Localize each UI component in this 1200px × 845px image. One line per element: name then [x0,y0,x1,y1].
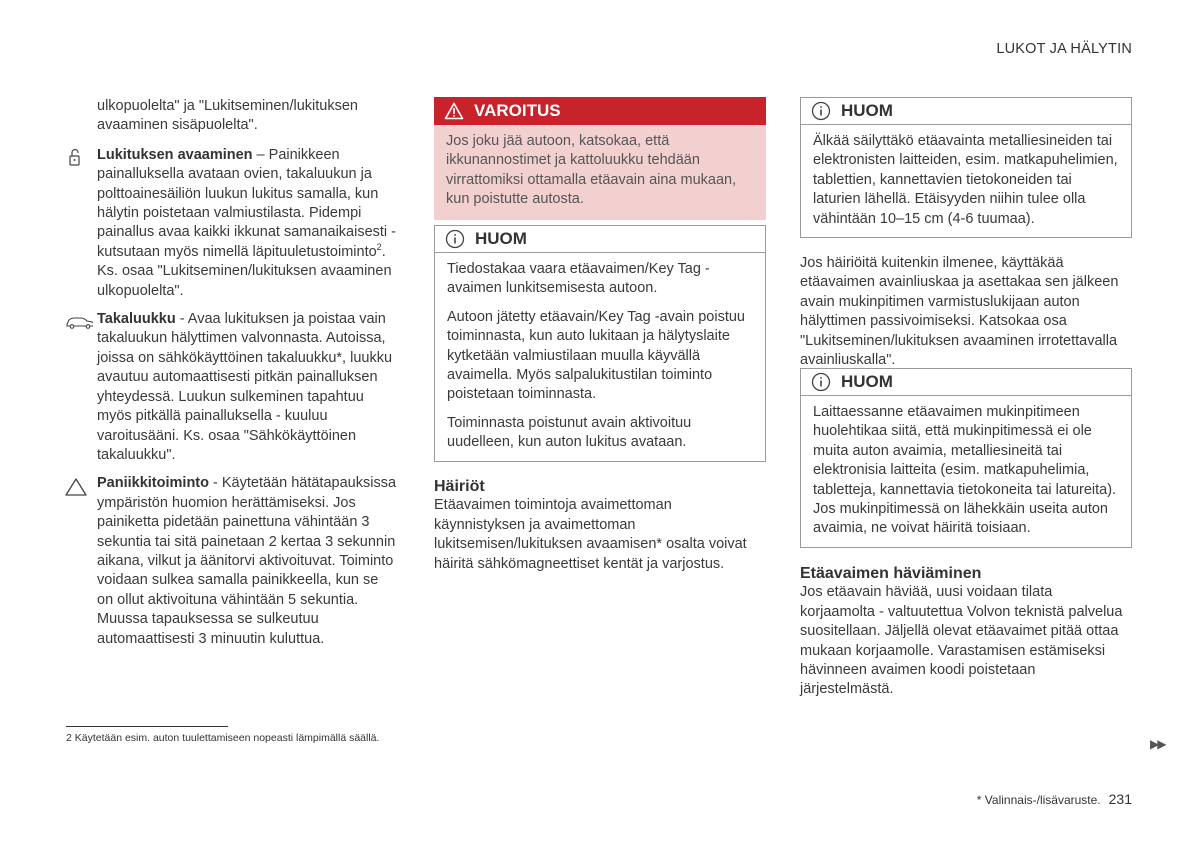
page-number: 231 [1108,791,1132,807]
footnote: 2 Käytetään esim. auton tuulettamiseen nopeasti lämpimällä säällä. [66,732,380,744]
note-paragraph: Autoon jätetty etäavain/Key Tag -avain poistuu toiminnasta, kun auto lukitaan ja hälytyslaite kytketään valmiustilaan muulla käyvällä avaimella. Myös salpalukitustilan toiminto poistetaan toiminnasta. [447,308,745,403]
note-paragraph: Tiedostakaa vaara etäavaimen/Key Tag -avaimen lunkitsemisesta autoon. [447,261,710,297]
continue-arrows-icon: ▶▶ [1150,737,1165,751]
note-header [801,98,1131,125]
car-tailgate-icon [63,311,93,331]
section-title: Etäavaimen häviäminen [800,565,982,582]
item-unlock-title: Lukituksen avaaminen [97,146,253,163]
info-icon [811,372,831,392]
note-box-2 [800,97,1132,238]
page-footer [977,790,1132,810]
note-header [801,369,1131,396]
warning-header [434,97,766,125]
section-hairiot [434,477,764,574]
warning-title: VAROITUS [474,101,561,121]
section-loss [800,564,1130,700]
item-unlock [97,146,397,301]
note-paragraph: Laittaessanne etäavaimen mukinpitimeen huolehtikaa siitä, että mukinpitimessä ei ole muita auton avaimia, metalliesineitä tai elektronisia laitteita (esim. matkapuhelimia, tabletteja, kannettavia tietokoneita tai latureita). Jos mukinpitimessä on lähekkäin useita auton avaimia, ne voivat häiritä toisiaan. [813,404,1117,537]
note-box-1 [434,225,766,462]
item-tailgate [97,310,397,465]
info-icon [445,229,465,249]
chapter-title: LUKOT JA HÄLYTIN [996,41,1132,57]
warning-box [434,97,766,220]
padlock-open-icon [65,147,91,167]
note-box-3 [800,368,1132,548]
warning-triangle-icon [65,477,91,497]
note-title: HUOM [475,229,527,249]
item-unlock-text: – Painikkeen painalluksella avataan ovien, takaluukun ja polttoainesäiliön luukun lukitus samalla, kun hälytin poistetaan valmiustilasta. Pidempi painallus avaa kaikki ikkunat samanaikaisesti - kutsutaan myös nimellä läpituuletustoiminto [97,146,397,260]
note-header [435,226,765,253]
item-tailgate-title: Takaluukku [97,311,176,328]
footnote-divider [66,726,228,727]
note-paragraph: Älkää säilyttäkö etäavainta metalliesineiden tai elektronisten laitteiden, esim. matkapuhelimien, tablettien, kannettavien tietokoneiden tai laturien lähellä. Etäisyyden niihin tulee olla vähintään 10–15 cm (4-6 tuumaa). [813,133,1118,227]
item-panic [97,474,397,649]
section-text: Etäavaimen toimintoja avaimettoman käynnistyksen ja avaimettoman lukitsemisen/lukituksen avaamisen* osalta voivat häiritä sähkömagneettiset kentät ja varjostus. [434,497,747,572]
footnote-ref: 2 [376,242,382,253]
item-panic-text: - Käytetään hätätapauksissa ympäristön huomion herättämiseksi. Jos painiketta pidetään painettuna vähintään 3 sekuntia tai sitä painetaan 2 kertaa 3 sekunnin aikana, vilkut ja äänitorvi aktivoituvat. Toiminto voidaan sulkea samalla painikkeella, kun se on ollut aktivoituna vähintään 5 sekuntia. Muussa tapauksessa se sulkeutuu automaattisesti 3 minuutin kuluttua. [97,475,397,647]
warning-triangle-icon [444,102,464,120]
section-text: Jos etäavain häviää, uusi voidaan tilata korjaamolta - valtuutettua Volvon teknistä palvelua suositellaan. Jäljellä olevat etäavaimet pitää ottaa mukaan korjaamolle. Varastamisen estämiseksi hävinneen avaimen koodi poistetaan järjestelmästä. [800,584,1123,698]
info-icon [811,101,831,121]
section-title: Häiriöt [434,478,485,495]
optional-equipment-note: * Valinnais-/lisävaruste. [976,793,1101,807]
lead-text: ulkopuolelta" ja "Lukitseminen/lukituksen avaaminen sisäpuolelta". [97,98,358,134]
body-text: Jos häiriöitä kuitenkin ilmenee, käyttäkää etäavaimen avainliuskaa ja asettakaa sen jälkeen avain mukinpitimen varmistuslukijaan auton hälyttimen passivoimiseksi. Katsokaa osa "Lukitseminen/lukituksen avaaminen irrotettavalla avainliuskalla". [800,255,1119,369]
item-tailgate-text: - Avaa lukituksen ja poistaa vain takaluukun hälyttimen valvonnasta. Autoissa, joissa on sähkökäyttöinen takaluukku*, luukku avautuu automaattisesti pitkän painalluksen yhteydessä. Luukun sulkeminen tapahtuu myös pitkällä painalluksella - kuuluu varoitusääni. Ks. osaa "Sähkökäyttöinen takaluukku". [97,311,393,463]
warning-text: Jos joku jää autoon, katsokaa, että ikkunannostimet ja kattoluukku tehdään virrattomiksi ottamalla etäavain aina mukaan, kun poistutte autosta. [446,133,737,208]
item-panic-title: Paniikkitoiminto [97,475,209,492]
item-unlock-text-2: . Ks. osaa "Lukitseminen/lukituksen avaaminen ulkopuolelta". [97,243,392,299]
col3-paragraph [800,254,1130,370]
note-title: HUOM [841,372,893,392]
column-1 [97,97,397,658]
note-title: HUOM [841,101,893,121]
note-paragraph: Toiminnasta poistunut avain aktivoituu uudelleen, kun auton lukitus avataan. [447,414,692,451]
